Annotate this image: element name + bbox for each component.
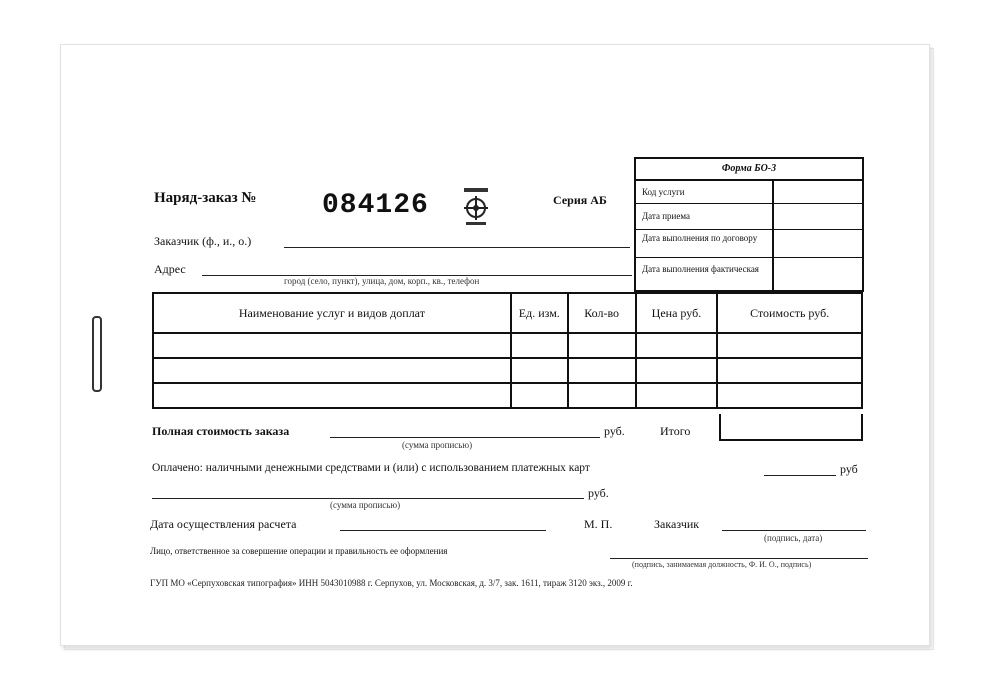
- paid-rub: руб: [840, 462, 858, 476]
- cell-input[interactable]: [717, 333, 862, 358]
- form-box-row-accept-date: Дата приема: [642, 211, 690, 221]
- form-code-box: [634, 157, 864, 292]
- serial-number: 084126: [322, 190, 429, 221]
- col-header-cost: Стоимость руб.: [717, 293, 862, 333]
- responsible-hint: (подпись, занимаемая должность, Ф. И. О., подпись): [632, 560, 812, 569]
- full-cost-hint: (сумма прописью): [402, 440, 473, 450]
- cell-input[interactable]: [636, 383, 718, 408]
- address-label: Адрес: [154, 262, 186, 276]
- cell-input[interactable]: [153, 383, 511, 408]
- customer-name-label: Заказчик (ф., и., о.): [154, 234, 252, 248]
- customer-sign-field[interactable]: [722, 530, 866, 531]
- responsible-field[interactable]: [610, 558, 868, 559]
- settlement-date-field[interactable]: [340, 530, 546, 531]
- paid-label: Оплачено: наличными денежными средствами и (или) с использованием платежных карт: [152, 462, 590, 474]
- table-header-row: [153, 293, 862, 333]
- full-cost-rub: руб.: [604, 424, 625, 438]
- full-cost-field[interactable]: [330, 437, 600, 438]
- cell-input[interactable]: [568, 358, 636, 383]
- form-box-row-actual-date: Дата выполнения фактическая: [642, 264, 759, 274]
- form-code-title: Форма БО-3: [636, 159, 862, 181]
- cell-input[interactable]: [636, 358, 718, 383]
- responsible-label: Лицо, ответственное за совершение операции и правильность ее оформления: [150, 546, 448, 556]
- cell-input[interactable]: [717, 383, 862, 408]
- col-header-price: Цена руб.: [636, 293, 718, 333]
- binder-hole: [92, 316, 102, 392]
- col-header-qty: Кол-во: [568, 293, 636, 333]
- customer-name-field[interactable]: [284, 247, 630, 248]
- col-header-unit: Ед. изм.: [511, 293, 568, 333]
- address-hint: город (село, пункт), улица, дом, корп., кв., телефон: [284, 276, 480, 286]
- cell-input[interactable]: [511, 358, 568, 383]
- full-cost-label: Полная стоимость заказа: [152, 424, 290, 438]
- services-table: [152, 292, 863, 409]
- total-cost-cell[interactable]: [719, 414, 863, 441]
- printer-footer: ГУП МО «Серпуховская типография» ИНН 5043010988 г. Серпухов, ул. Московская, д. 3/7, зак. 1611, тираж 3120 экз., 2009 г.: [150, 578, 633, 588]
- cell-input[interactable]: [568, 333, 636, 358]
- paid-words-rub: руб.: [588, 486, 609, 500]
- table-row: [153, 383, 862, 408]
- cell-input[interactable]: [636, 333, 718, 358]
- col-header-name: Наименование услуг и видов доплат: [153, 293, 511, 333]
- customer-sign-label: Заказчик: [654, 517, 700, 531]
- series-label: Серия АБ: [553, 193, 607, 207]
- form-box-row-service-code: Код услуги: [642, 187, 685, 197]
- total-label: Итого: [660, 424, 691, 438]
- table-row: [153, 333, 862, 358]
- printing-emblem-icon: [458, 186, 494, 226]
- form-box-row-planned-date: Дата выполнения по договору: [642, 233, 758, 243]
- form-title: Наряд-заказ №: [154, 190, 257, 206]
- cell-input[interactable]: [568, 383, 636, 408]
- table-row: [153, 358, 862, 383]
- stamp-label: М. П.: [584, 517, 613, 531]
- cell-input[interactable]: [153, 333, 511, 358]
- cell-input[interactable]: [153, 358, 511, 383]
- paid-amount-field[interactable]: [764, 475, 836, 476]
- paid-hint: (сумма прописью): [330, 500, 401, 510]
- paid-words-field[interactable]: [152, 498, 584, 499]
- cell-input[interactable]: [511, 333, 568, 358]
- settlement-date-label: Дата осуществления расчета: [150, 517, 297, 531]
- customer-sign-hint: (подпись, дата): [764, 533, 823, 543]
- cell-input[interactable]: [717, 358, 862, 383]
- cell-input[interactable]: [511, 383, 568, 408]
